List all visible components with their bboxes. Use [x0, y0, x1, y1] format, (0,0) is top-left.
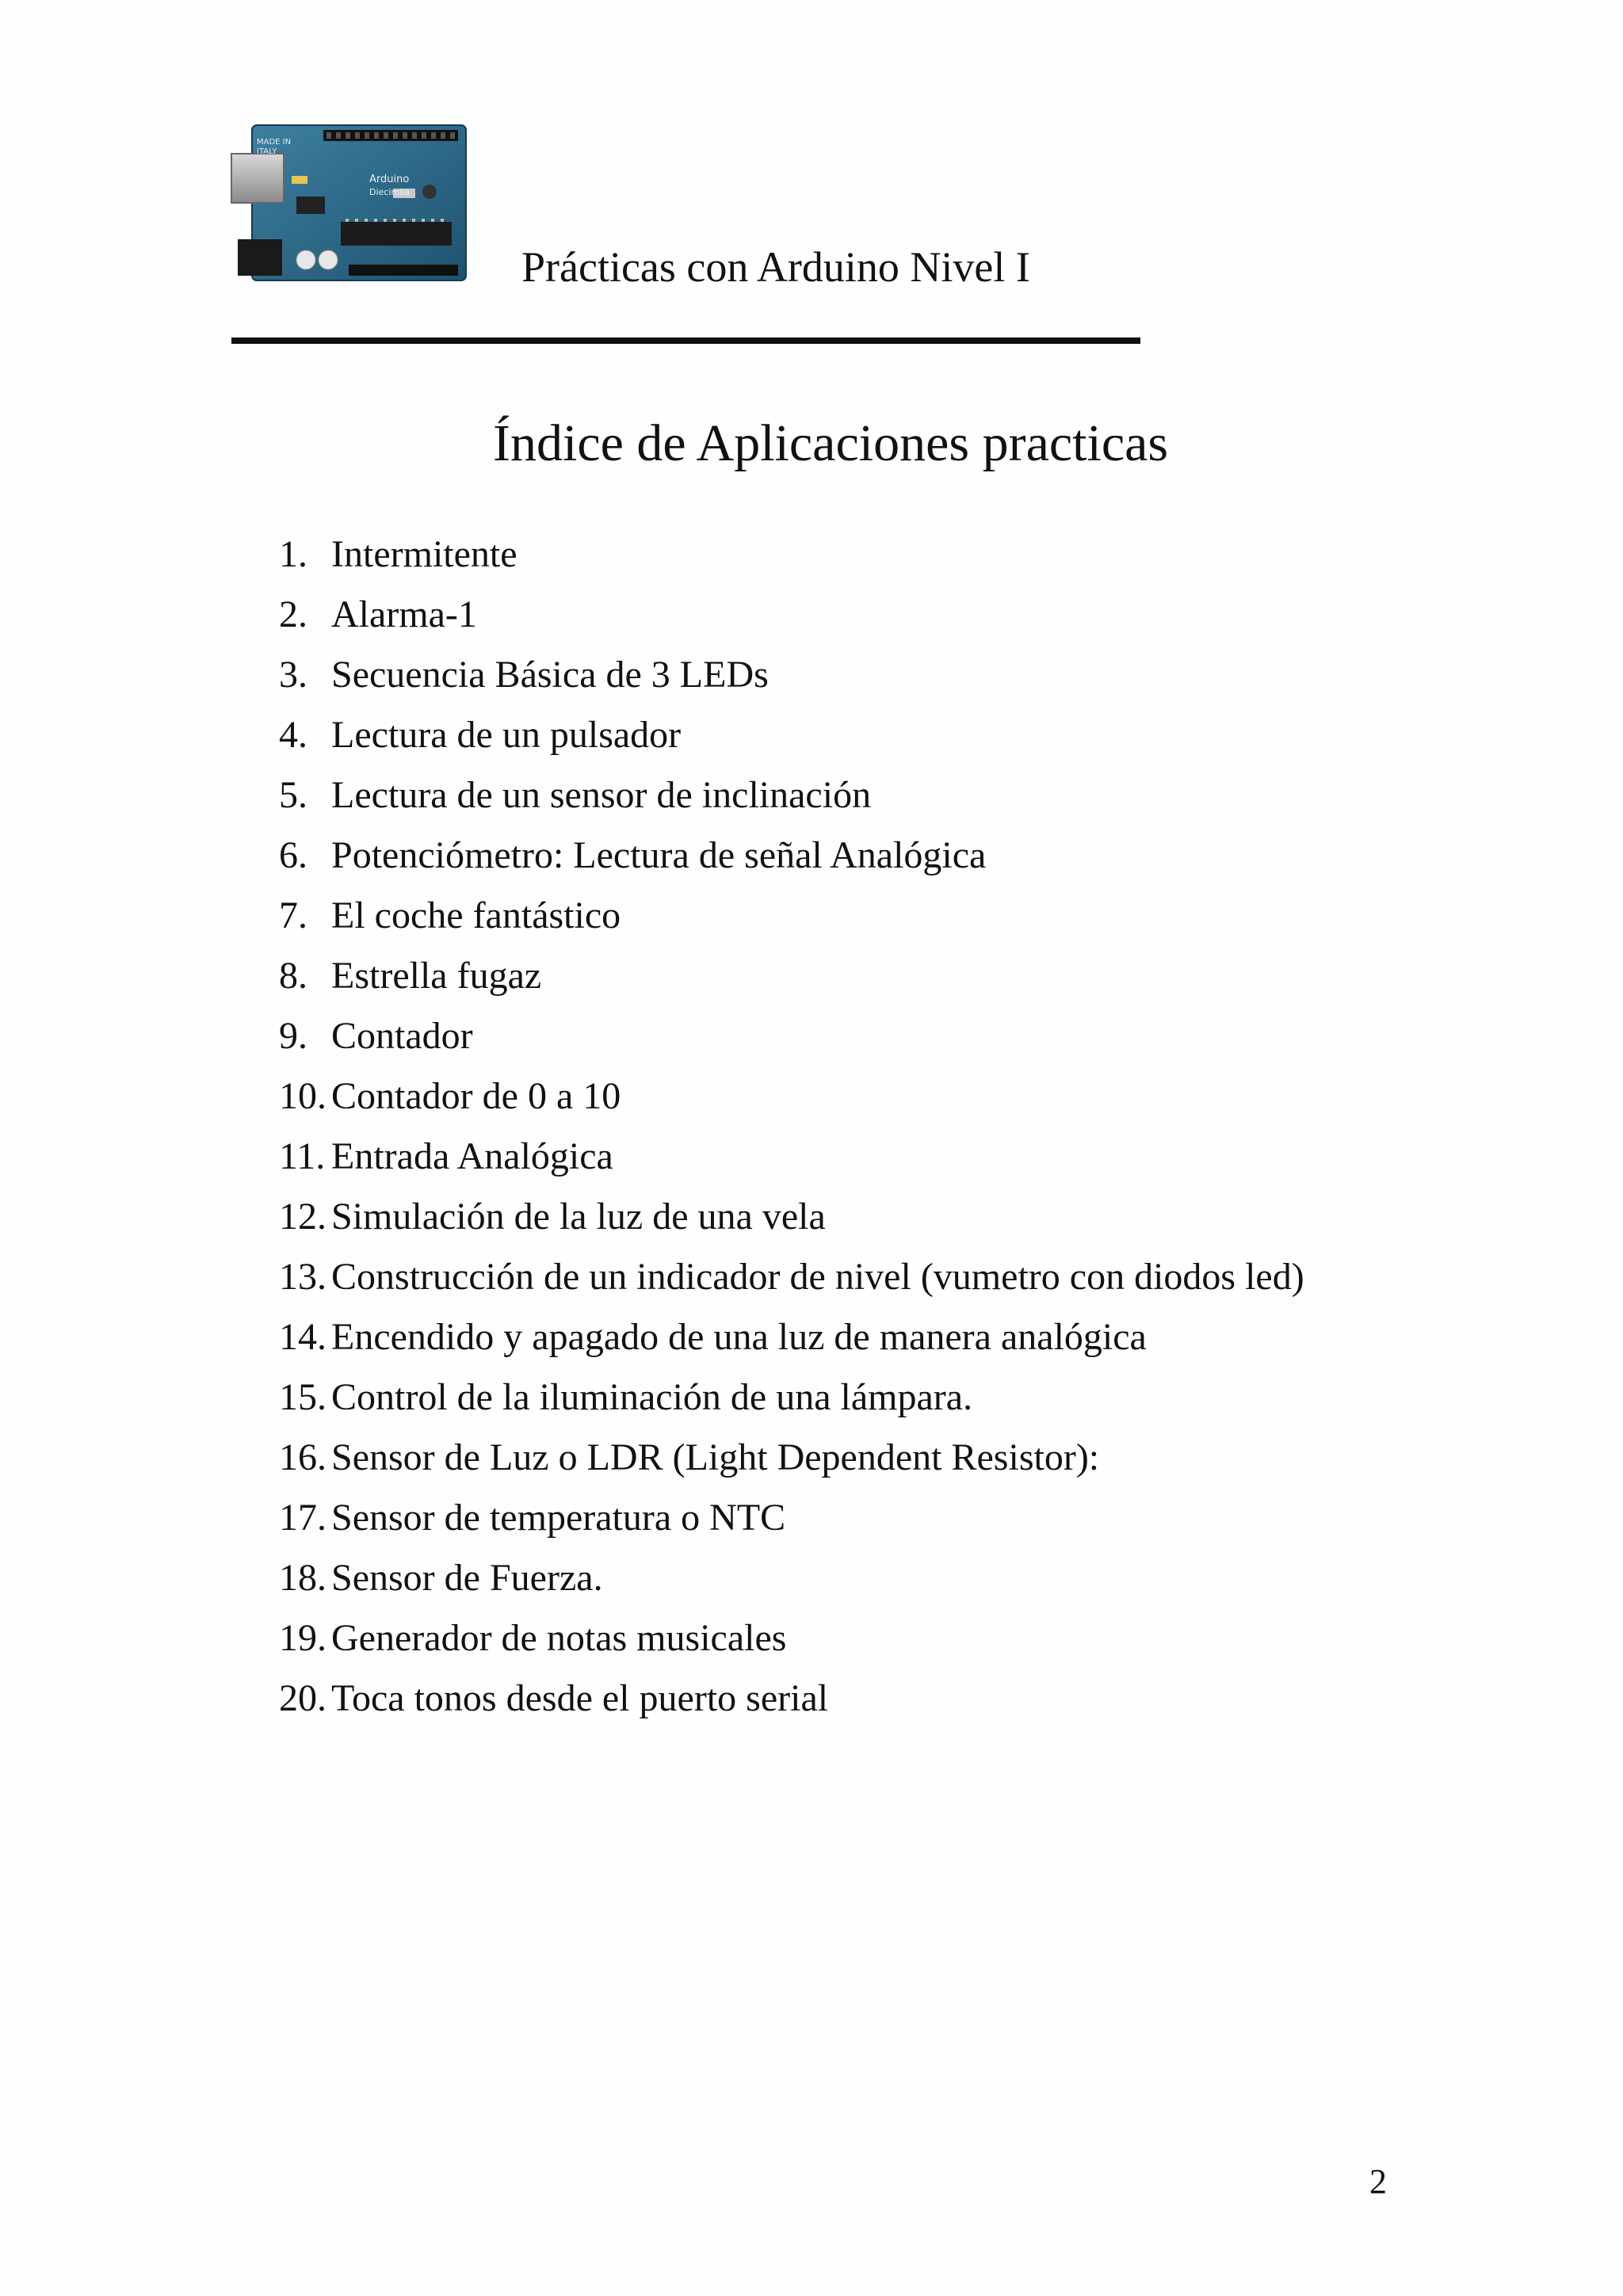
index-item-number: 13.: [279, 1256, 327, 1298]
index-item: [279, 1127, 1388, 1187]
index-item: [279, 886, 1388, 946]
index-heading: Índice de Aplicaciones practicas: [493, 414, 1169, 472]
svg-text:MADE IN: MADE IN: [257, 138, 292, 147]
index-item-label: Control de la iluminación de una lámpara.: [331, 1376, 973, 1418]
index-item-label: Lectura de un pulsador: [331, 714, 682, 756]
index-item: [279, 524, 1388, 585]
index-item-label: Entrada Analógica: [331, 1135, 613, 1177]
index-item: [279, 1066, 1388, 1127]
index-item-label: Encendido y apagado de una luz de manera analógica: [331, 1316, 1147, 1358]
index-item: [279, 946, 1388, 1006]
arduino-board-image: [230, 120, 472, 287]
index-item-label: Toca tonos desde el puerto serial: [331, 1677, 829, 1719]
index-item-number: 5.: [279, 774, 307, 816]
running-header-title: Prácticas con Arduino Nivel I: [521, 243, 1030, 291]
index-item-label: Alarma-1: [331, 593, 477, 635]
index-item-label: Contador de 0 a 10: [331, 1075, 621, 1117]
index-item-number: 11.: [279, 1135, 326, 1177]
header-divider: [231, 338, 1140, 344]
index-item: [279, 1608, 1388, 1669]
index-item-label: Simulación de la luz de una vela: [331, 1196, 826, 1238]
page-number: 2: [1369, 2162, 1387, 2201]
index-item-label: Sensor de Luz o LDR (Light Dependent Resistor):: [331, 1436, 1100, 1478]
index-item-number: 15.: [279, 1376, 327, 1418]
index-item-number: 19.: [279, 1617, 327, 1659]
index-item-label: Sensor de Fuerza.: [331, 1557, 603, 1599]
index-item-number: 4.: [279, 714, 307, 756]
index-item-label: Secuencia Básica de 3 LEDs: [331, 654, 769, 696]
index-item-number: 20.: [279, 1677, 327, 1719]
index-item-number: 18.: [279, 1557, 327, 1599]
index-item-label: Intermitente: [331, 533, 517, 575]
svg-text:Arduino: Arduino: [369, 174, 410, 185]
index-item: [279, 1247, 1388, 1307]
index-item-label: El coche fantástico: [331, 894, 621, 936]
index-item-number: 8.: [279, 955, 307, 997]
index-item-number: 6.: [279, 834, 307, 876]
index-item: [279, 1307, 1388, 1367]
index-item: [279, 1548, 1388, 1608]
svg-text:ITALY: ITALY: [257, 147, 277, 156]
index-item-number: 9.: [279, 1015, 307, 1057]
index-item: [279, 1488, 1388, 1548]
index-item: [279, 1187, 1388, 1247]
index-item-label: Generador de notas musicales: [331, 1617, 787, 1659]
index-item-number: 17.: [279, 1497, 327, 1539]
index-item-number: 7.: [279, 894, 307, 936]
index-item-number: 2.: [279, 593, 307, 635]
index-item-label: Sensor de temperatura o NTC: [331, 1497, 786, 1539]
index-item-number: 14.: [279, 1316, 327, 1358]
index-item-label: Estrella fugaz: [331, 955, 542, 997]
index-list: [279, 524, 1388, 1729]
index-item-number: 16.: [279, 1436, 327, 1478]
index-item-label: Contador: [331, 1015, 473, 1057]
index-item: [279, 1428, 1388, 1488]
index-item: [279, 585, 1388, 645]
svg-text:Diecimila: Diecimila: [369, 187, 410, 197]
index-item: [279, 765, 1388, 826]
index-item-label: Construcción de un indicador de nivel (vumetro con diodos led): [331, 1256, 1304, 1298]
index-item: [279, 1669, 1388, 1729]
index-item-number: 3.: [279, 654, 307, 696]
index-item: [279, 1006, 1388, 1066]
index-item: [279, 1367, 1388, 1428]
index-item-number: 1.: [279, 533, 307, 575]
index-item: [279, 705, 1388, 765]
index-item: [279, 645, 1388, 705]
index-item-number: 12.: [279, 1196, 327, 1238]
index-item-label: Potenciómetro: Lectura de señal Analógica: [331, 834, 987, 876]
index-item-label: Lectura de un sensor de inclinación: [331, 774, 872, 816]
index-item-number: 10.: [279, 1075, 327, 1117]
index-item: [279, 826, 1388, 886]
